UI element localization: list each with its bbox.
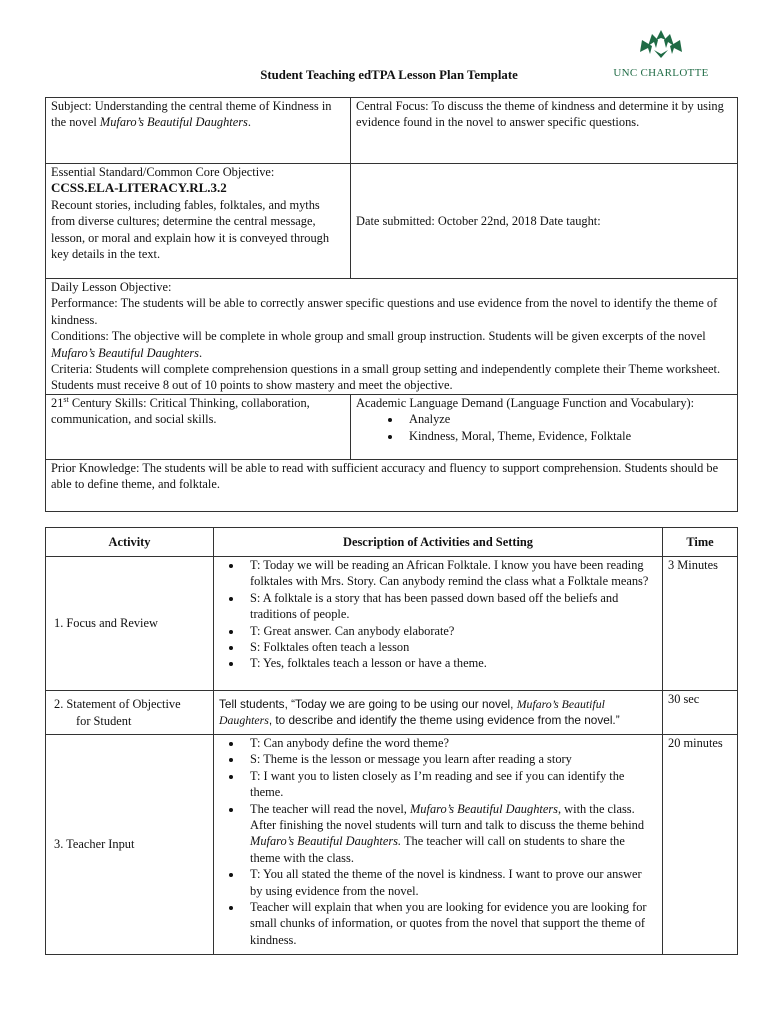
conditions-text xyxy=(51,328,732,361)
list-item: • Analyze xyxy=(402,411,732,427)
activity-name: 1. Focus and Review xyxy=(46,557,214,691)
conditions-main: Conditions: The objective will be complete in whole group and small group instruction. Students will be given excerpts of the novel xyxy=(51,329,706,344)
crown-icon xyxy=(606,28,716,64)
list-item: • T: Can anybody define the word theme? xyxy=(243,735,657,751)
activity-name-line: 2. Statement of Objective xyxy=(54,697,181,712)
conditions-novel-title: Mufaro’s Beautiful Daughters xyxy=(51,345,199,360)
standard-text: Recount stories, including fables, folktales, and myths from diverse cultures; determine the central message, lesson, or moral and explain how it is conveyed through key details in the text. xyxy=(51,197,330,262)
activity-description xyxy=(214,691,663,735)
date-text: Date submitted: October 22nd, 2018 Date taught: xyxy=(356,213,601,228)
date-cell xyxy=(351,164,738,279)
objective-text-end: , to describe and identify the theme using evidence from the novel.” xyxy=(268,713,620,728)
activity-description xyxy=(214,557,663,691)
list-item: • T: Today we will be reading an African Folktale. I know you have been reading folktales with Mrs. Story. Can anybody remind the class what a Folktale means? xyxy=(243,557,657,590)
activity-description xyxy=(214,735,663,955)
subject-end: . xyxy=(247,115,251,130)
header-description: Description of Activities and Setting xyxy=(214,528,663,557)
activity-time: 20 minutes xyxy=(663,735,738,955)
subject-label: Subject: xyxy=(51,99,95,113)
table-row xyxy=(46,691,738,735)
list-item xyxy=(243,801,657,867)
activity-name-line: for Student xyxy=(76,713,132,728)
novel-title: Mufaro’s Beautiful Daughters xyxy=(409,801,558,816)
bullet-list xyxy=(219,557,657,672)
subject-cell xyxy=(46,98,351,164)
prior-knowledge-cell xyxy=(46,459,738,511)
prior-knowledge-text: Prior Knowledge: The students will be able to read with sufficient accuracy and fluency to support comprehension. Students should be able to define theme, and folktale. xyxy=(51,460,719,492)
conditions-end: . xyxy=(199,345,203,360)
academic-language-list xyxy=(356,411,732,444)
standard-cell xyxy=(46,164,351,279)
list-item: • S: Folktales often teach a lesson xyxy=(243,639,657,655)
list-item: • T: You all stated the theme of the novel is kindness. I want to prove our answer by using evidence from the novel. xyxy=(243,866,657,899)
objective-novel-title: Mufaro’s Beautiful Daughters xyxy=(219,697,605,728)
skills-superscript: st xyxy=(63,394,69,404)
objective-text: Tell students, “Today we are going to be using our novel, xyxy=(219,697,517,711)
bullet-list xyxy=(219,735,657,948)
activity-time: 30 sec xyxy=(663,691,738,735)
bullet-text: The teacher will read the novel, xyxy=(250,801,410,816)
table-row xyxy=(46,557,738,691)
criteria-text: Criteria: Students will complete comprehension questions in a small group setting and independently complete their Theme worksheet. Students must receive 8 out of 10 points to show mastery and meet the objective. xyxy=(51,362,721,393)
skills-number: 21 xyxy=(51,395,64,410)
activities-table xyxy=(45,527,738,955)
list-item: • T: Great answer. Can anybody elaborate? xyxy=(243,623,657,639)
document-title: Student Teaching edTPA Lesson Plan Template xyxy=(260,68,518,82)
standard-code: CCSS.ELA-LITERACY.RL.3.2 xyxy=(51,180,227,196)
list-item: • T: I want you to listen closely as I’m reading and see if you can identify the theme. xyxy=(243,768,657,801)
list-item: • S: A folktale is a story that has been passed down based off the beliefs and traditions of people. xyxy=(243,590,657,623)
activity-time: 3 Minutes xyxy=(663,557,738,691)
activity-name: 3. Teacher Input xyxy=(46,735,214,955)
novel-title: Mufaro’s Beautiful Daughters. xyxy=(250,834,402,849)
novel-title: Mufaro’s Beautiful Daughters xyxy=(99,115,248,130)
header-activity: Activity xyxy=(46,528,214,557)
bullet-text: , with the class. After finishing the novel students will turn and talk to discuss the theme behind xyxy=(250,801,645,833)
table-row xyxy=(46,735,738,955)
skills-text: Century Skills: Critical Thinking, collaboration, communication, and social skills. xyxy=(51,395,310,427)
academic-language-cell xyxy=(351,394,738,459)
central-focus-cell xyxy=(351,98,738,164)
header-time: Time xyxy=(663,528,738,557)
performance-text: Performance: The students will be able to correctly answer specific questions and use evidence from the novel to identify the theme of kindness. xyxy=(51,296,718,327)
bullet-text: The teacher will call on students to share the theme with the class. xyxy=(250,834,625,865)
list-item: • Teacher will explain that when you are looking for evidence you are looking for small chunks of information, or quotes from the novel that support the theme of kindness. xyxy=(243,899,657,948)
list-item: • T: Yes, folktales teach a lesson or have a theme. xyxy=(243,655,657,671)
academic-language-label: Academic Language Demand (Language Function and Vocabulary): xyxy=(356,395,695,410)
activity-name xyxy=(46,691,214,735)
subject-text: Understanding the central theme of Kindness in the novel xyxy=(51,99,332,130)
list-item: • Kindness, Moral, Theme, Evidence, Folktale xyxy=(402,428,732,444)
standard-label: Essential Standard/Common Core Objective: xyxy=(51,165,275,179)
logo-text: UNC CHARLOTTE xyxy=(613,67,709,79)
daily-objective-cell xyxy=(46,279,738,395)
skills-cell xyxy=(46,394,351,459)
daily-objective-label: Daily Lesson Objective: xyxy=(51,280,172,294)
central-focus-text: Central Focus: To discuss the theme of kindness and determine it by using evidence found in the novel to answer specific questions. xyxy=(356,99,724,130)
lesson-plan-table xyxy=(45,97,738,512)
list-item: • S: Theme is the lesson or message you learn after reading a story xyxy=(243,751,657,767)
